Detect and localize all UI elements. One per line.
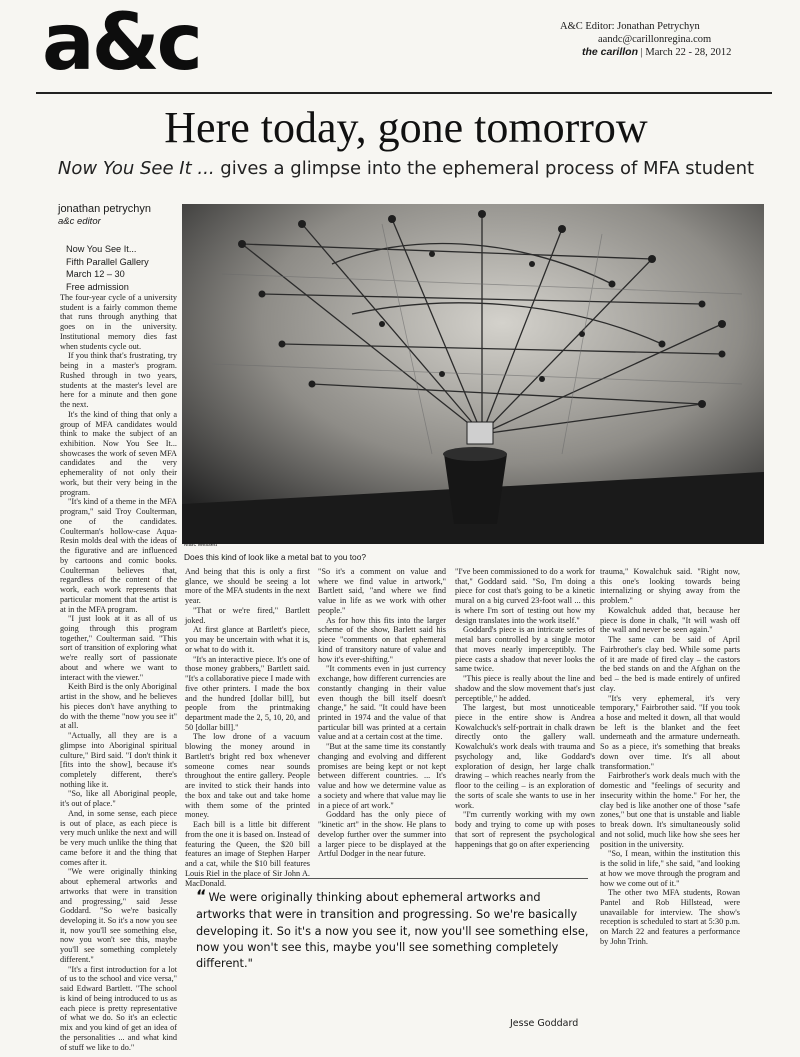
article-column-4 bbox=[455, 567, 595, 849]
pullquote-rule bbox=[188, 878, 588, 879]
pullquote-text: We were originally thinking about ephemeral artworks and artworks that were in transition and progressing. So we're basically developing it. So it's a now you see it, now you'll see something else, now you won't see this, maybe you'll see something completely different." bbox=[196, 891, 589, 971]
paragraph: The other two MFA students, Rowan Pantel and Rob Hillstead, were unavailable for interview. The show's reception is scheduled to start at 5:30 p.m. on March 22 and features a performance by John Trinh. bbox=[600, 888, 740, 946]
kinetic-sculpture-image bbox=[182, 204, 764, 544]
pullquote bbox=[196, 884, 592, 973]
photo-credit: Marc Messett bbox=[184, 542, 218, 548]
paragraph: "That or we're fired," Bartlett joked. bbox=[185, 605, 310, 625]
masthead-rule bbox=[36, 92, 772, 94]
paragraph: "It's a first introduction for a lot of us to the school and vice versa," said Edward Bartlett. "The school is kind of being introduced to us as each piece is pretty representative of what we do. So it's an eclectic mix and you kind of get an idea of the personalities ... and what kind of stuff we like to do." bbox=[60, 964, 177, 1052]
article-column-3 bbox=[318, 567, 446, 859]
paragraph: "I just look at it as all of us going through this program together," Coulterman said. "This sort of transition of exploring what we're really sort of passionate about and where we want to interact with the viewer." bbox=[60, 614, 177, 682]
paragraph: "So, I mean, within the institution this is the solid in life," she said, "and looking at how we move through the program and how we come out of it." bbox=[600, 849, 740, 888]
quote-mark-icon: “ bbox=[196, 886, 207, 905]
article-column-5 bbox=[600, 567, 740, 1045]
paragraph: "So, like all Aboriginal people, it's out of place." bbox=[60, 789, 177, 809]
event-admission: Free admission bbox=[66, 282, 129, 293]
subhead bbox=[36, 158, 776, 179]
editor-line: A&C Editor: Jonathan Petrychyn bbox=[560, 21, 700, 32]
paragraph: Each bill is a little bit different from the one it is based on. Instead of featuring the Queen, the $20 bill features an image of Stephen Harper and a cat, while the $10 bill features Louis Riel in the place of Sir John A. MacDonald. bbox=[185, 820, 310, 888]
paragraph: It's the kind of thing that only a group of MFA candidates would think to make the subject of an exhibition. Now You See It... showcases the work of seven MFA candidates and the very ephemerality of not only their work, but their very being in the program. bbox=[60, 409, 177, 497]
issue-date: March 22 - 28, 2012 bbox=[645, 47, 732, 59]
paragraph: "It's very ephemeral, it's very temporary," Fairbrother said. "If you took a hose and melted it down, all that would be left is the blanket and the feet underneath and the armature underneath. So as a piece, it's something that breaks down over time. It's all about transformation." bbox=[600, 693, 740, 771]
paragraph: "Actually, all they are is a glimpse into Aboriginal spiritual culture," Bird said. "I don't think it [fits into the show], because it's completely different, there's nothing like it. bbox=[60, 731, 177, 789]
subhead-show-title: Now You See It ... bbox=[57, 158, 215, 179]
paragraph: The same can be said of April Fairbrother's clay bed. While some parts of it are made of fired clay – the castors the bed stands on and the Afghan on the bed – the bed is made entirely of unfired clay. bbox=[600, 635, 740, 693]
event-info bbox=[66, 243, 176, 294]
paragraph: "It's an interactive piece. It's one of those money grabbers," Bartlett said. "It's a collaborative piece I made with five other printers. I made the box and the hundred [dollar bill], but people from the printmaking department made the 2, 5, 10, 20, and 50 [dollar bill]." bbox=[185, 654, 310, 732]
headline: Here today, gone tomorrow bbox=[164, 103, 648, 152]
event-title: Now You See It... bbox=[66, 244, 137, 254]
paragraph: "We were originally thinking about ephemeral artworks and artworks that were in transition and progressing," said Jesse Goddard. "So we're basically developing it. So it's a now you see it, now you'll see something else, now you won't see this, maybe you'll see something completely different." bbox=[60, 867, 177, 964]
paragraph: "This piece is really about the line and shadow and the slow movement that's just perceptible," he added. bbox=[455, 674, 595, 703]
paragraph: The four-year cycle of a university student is a fairly common theme that runs through anything that goes on in the university. Institutional memory dies fast when students cycle out. bbox=[60, 293, 177, 351]
byline-role: a&c editor bbox=[58, 216, 101, 228]
paragraph: "It comments even in just currency exchange, how different currencies are constantly changing in their value even though the bill itself doesn't change," he said. "It could have been printed in 1974 and the value of that particular bill was printed at a certain value and at a certain cost at the time. bbox=[318, 664, 446, 742]
article-column-2 bbox=[185, 567, 310, 888]
article-column-1 bbox=[60, 293, 177, 1052]
paragraph: "I'm currently working with my own body and trying to come up with poses that sort of represent the psychological happenings that go on after experiencing bbox=[455, 810, 595, 849]
paragraph: "So it's a comment on value and where we find value in artwork," Bartlett said, "and where we find value in life as we work with other people." bbox=[318, 567, 446, 615]
paragraph: Goddard's piece is an intricate series of metal bars controlled by a single motor that moves nearly imperceptibly. The piece casts a shadow that never looks the same twice. bbox=[455, 625, 595, 674]
paragraph: At first glance at Bartlett's piece, you may be uncertain with what it is, or what to do with it. bbox=[185, 625, 310, 654]
paragraph: "But at the same time its constantly changing and evolving and different promises are being kept or not kept between different countries. ... It's value and how we determine value as a society and where that value may lie in a piece of art work." bbox=[318, 742, 446, 810]
event-dates: March 12 – 30 bbox=[66, 269, 125, 280]
byline-name: jonathan petrychyn bbox=[58, 203, 151, 215]
paragraph: "It's kind of a theme in the MFA program," said Troy Coulterman, one of the candidates. Coulterman's hollow-case Aqua-Resin molds deal with the ideas of the figurative and are influenced by cartoons and comic books. Coulterman believes that, regardless of the content of the work, each work represents that particular moment that the artist is at in the MFA program. bbox=[60, 497, 177, 614]
section-logo: a&c bbox=[42, 0, 200, 88]
paragraph: If you think that's frustrating, try being in a master's program. Rushed through in two years, students at the master's level are here for a minute and then gone the next. bbox=[60, 351, 177, 410]
paragraph: Goddard has the only piece of "kinetic art" in the show. He plans to develop further over the summer into a larger piece to be displayed at the Artful Dodger in the near future. bbox=[318, 810, 446, 859]
photo-caption: Does this kind of look like a metal bat to you too? bbox=[184, 552, 367, 562]
paragraph: Fairbrother's work deals much with the domestic and "feelings of security and insecurity within the home." For her, the clay bed is like another one of those "safe zones," but one that is unstable and liable to break down. It's simultaneously solid and not solid, much like how she sees her position in the university. bbox=[600, 771, 740, 849]
subhead-text: gives a glimpse into the ephemeral process of MFA student bbox=[220, 158, 755, 179]
paragraph: Kowalchuk added that, because her piece is done in chalk, "It will wash off the wall and never be seen again." bbox=[600, 605, 740, 635]
pullquote-attribution: Jesse Goddard bbox=[510, 1018, 579, 1029]
artwork-photo bbox=[182, 204, 764, 544]
byline bbox=[58, 203, 151, 228]
separator: | bbox=[640, 47, 646, 59]
paragraph: And being that this is only a first glance, we should be seeing a lot more of the MFA students in the next year. bbox=[185, 567, 310, 606]
paragraph: The largest, but most unnoticeable piece in the entire show is Andrea Kowalchuck's self-portrait in chalk drawn directly onto the gallery wall. Kowalchuk's work deals with trauma and psychology and, like Goddard's exploration of design, her large chalk drawing – which reaches nearly from the floor to the ceiling – is an exploration of the sorts of scale she wants to use in her work. bbox=[455, 703, 595, 810]
header-meta bbox=[560, 20, 770, 59]
paragraph: The low drone of a vacuum blowing the money around in Bartlett's bright red box whenever someone comes near sounds throughout the entire gallery. People are invited to stick their hands into the box and take out and take home with them some of the printed money. bbox=[185, 732, 310, 820]
paragraph: Keith Bird is the only Aboriginal artist in the show, and he believes his pieces don't have anything to do with the theme "now you see it" at all. bbox=[60, 682, 177, 731]
paragraph: trauma," Kowalchuk said. "Right now, this one's looking towards being internalizing or shying away from the problem." bbox=[600, 567, 740, 606]
paragraph: "I've been commissioned to do a work for that," Goddard said. "So, I'm doing a piece for cost that's going to be a kinetic mural on a big curved 23-foot wall ... this is where I'm sort of testing out how my design translates into the work itself." bbox=[455, 567, 595, 625]
editor-email: aandc@carillonregina.com bbox=[598, 34, 712, 46]
event-venue: Fifth Parallel Gallery bbox=[66, 256, 149, 267]
paragraph: And, in some sense, each piece is out of place, as each piece is very much unlike the next and will be very much unlike the thing that came before it and the thing that comes after it. bbox=[60, 808, 177, 867]
publication-name: the carillon bbox=[582, 46, 639, 59]
paragraph: As for how this fits into the larger scheme of the show, Barlett said his piece "comments on that ephemeral kind of transitory nature of value and how it's ever-shifting." bbox=[318, 615, 446, 664]
